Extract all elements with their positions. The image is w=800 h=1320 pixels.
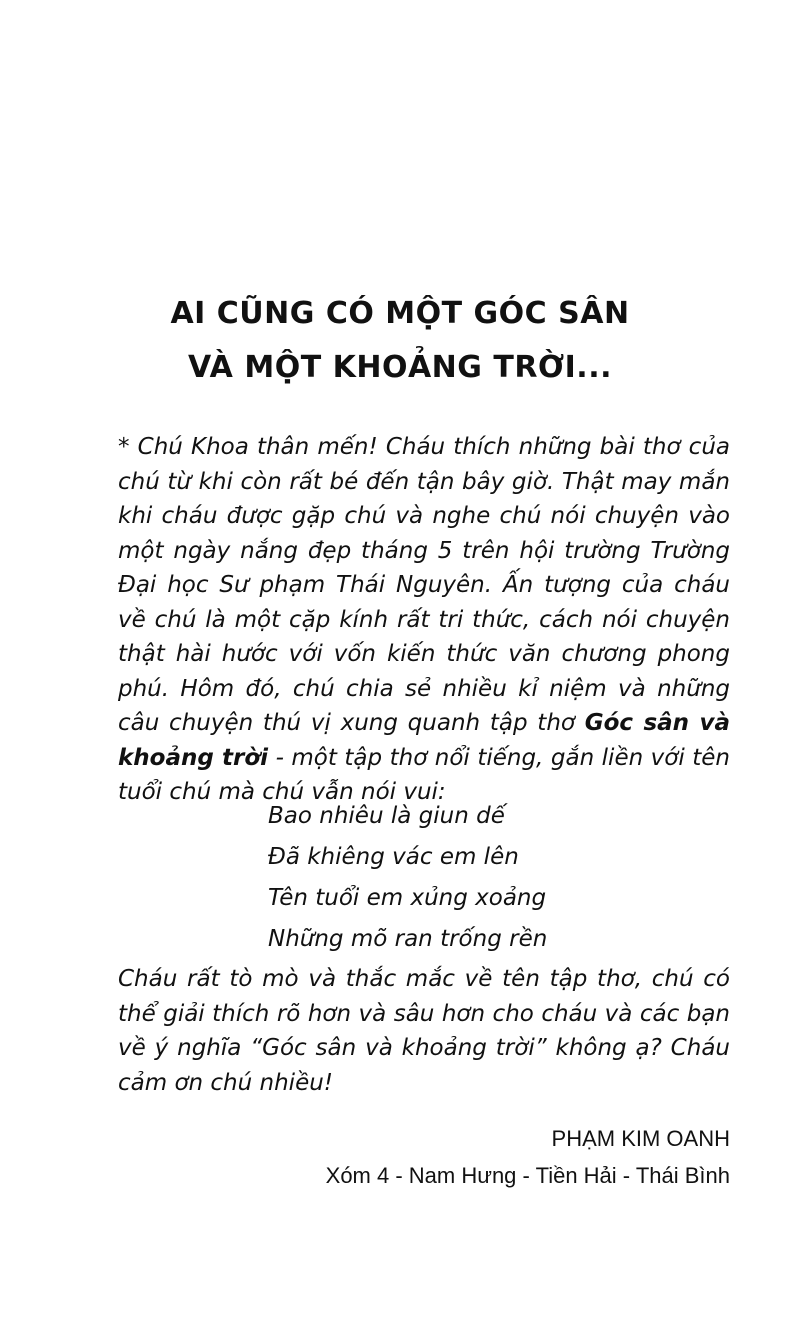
verse-line: Bao nhiêu là giun dế <box>268 803 505 829</box>
letter-paragraph-1 <box>118 430 730 810</box>
title-line-2: VÀ MỘT KHOẢNG TRỜI... <box>188 350 612 385</box>
verse-line: Tên tuổi em xủng xoảng <box>268 885 547 911</box>
paragraph-1-text-end: - một tập thơ nổi tiếng, gắn liền với tên tuổi chú mà chú vẫn nói vui: <box>118 744 731 805</box>
letter-paragraph-2: Cháu rất tò mò và thắc mắc về tên tập thơ, chú có thể giải thích rõ hơn và sâu hơn cho cháu và các bạn về ý nghĩa “Góc sân và khoảng trời” không ạ? Cháu cảm ơn chú nhiều! <box>118 966 730 1096</box>
signature-address: Xóm 4 - Nam Hưng - Tiền Hải - Thái Bình <box>325 1163 730 1188</box>
signature-name: PHẠM KIM OANH <box>551 1126 730 1151</box>
verse-line: Những mõ ran trống rền <box>268 926 548 952</box>
book-title-bold: Góc sân và khoảng trời <box>118 710 730 771</box>
verse-line: Đã khiêng vác em lên <box>268 844 519 870</box>
title-line-1: AI CŨNG CÓ MỘT GÓC SÂN <box>170 296 630 331</box>
paragraph-1-text-start: * Chú Khoa thân mến! Cháu thích những bài thơ của chú từ khi còn rất bé đến tận bây giờ. Thật may mắn khi cháu được gặp chú và nghe chú nói chuyện vào một ngày nắng đẹp tháng 5 trên hội trường Trường Đại học Sư phạm Thái Nguyên. Ấn tượng của cháu về chú là một cặp kính rất tri thức, cách nói chuyện thật hài hước với vốn kiến thức văn chương phong phú. Hôm đó, chú chia sẻ nhiều kỉ niệm và những câu chuyện thú vị xung quanh tập thơ <box>118 434 730 736</box>
